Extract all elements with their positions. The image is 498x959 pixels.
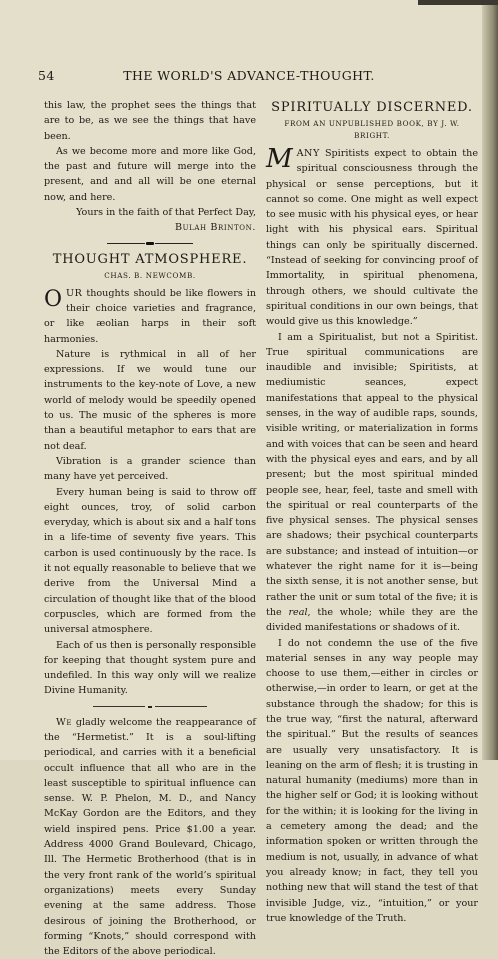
article-title: THOUGHT ATMOSPHERE.	[52, 251, 248, 267]
intro-paragraph: this law, the prophet sees the things that are to be, as we see the things that have been.	[44, 100, 256, 142]
page-number: 54	[38, 68, 55, 83]
article-paragraph: I am a Spiritualist, but not a Spiritist. True spiritual communications are inaudible and invisible; Spiritists, at mediumistic seances, expect manifestations that appeal to the physical senses, in the way of audible raps, sounds, visible writing, or materialization in forms and with voices that can be seen and heard with the physical eyes and ears, and by all present; but the most spiritual minded people see, hear, feel, taste and smell with the spiritual or real counterparts of the five physical senses. The physical senses are shadows; their psychical counterparts are substance; and instead of intuition—or whatever the right name for it is—being the sixth sense, it is not another sense, but rather the unit or sum total of the five; it is the real, the whole; while they are the divided manifestations or shadows of it.	[266, 331, 478, 634]
article-paragraph: I do not condemn the use of the five material senses in any way people may choose to use them,—either in circles or otherwise,—in order to learn, or get at the substance through the shadow; for this is the true way, “first the natural, afterward the spiritual.” But the results of seances are usually very unsatisfactory. It is leaning on the arm of flesh; it is trusting in natural humanity (mediums) more than in the higher self or God; it is looking without for the within; it is looking for the living in a cemetery among the dead; and the information spoken or written through the medium is not, usually, in advance of what you already know; in fact, they tell you nothing new that will stand the test of that invisible Judge, viz., “intuition,” or your true knowledge of the Truth.	[266, 637, 478, 924]
article-first-paragraph: MANY Spiritists expect to obtain the spiritual consciousness through the physical or sense perceptions, but it cannot so come. One might as well expect to see music with his physical eyes, or hear light with his physical ears. Spiritual things can only be spiritually discerned. “Instead of seeking for convincing proof of Immortality, in spiritual phenomena, through others, we should cultivate the spiritual conditions in our own beings, that would give us this knowledge.”	[266, 144, 478, 328]
section-divider	[44, 238, 256, 250]
article-first-paragraph: OUR thoughts should be like flowers in their choice varieties and fragrance, or like æolian harps in their soft harmonies.	[44, 286, 256, 345]
article-byline: FROM AN UNPUBLISHED BOOK, BY J. W. BRIGHT.	[284, 119, 460, 140]
article-paragraph: Each of us then is personally responsible for keeping that thought system pure and undefiled. In this way only will we realize Divine Humanity.	[44, 639, 256, 697]
article-paragraph: Every human being is said to throw off eight ounces, troy, of solid carbon everyday, which is about six and a half tons in a life-time of seventy five years. This carbon is used continuously by the race. Is it not equally reasonable to believe that we derive from the Universal Mind a circulation of thought like that of the blood corpuscles, which are formed from the universal atmosphere.	[44, 486, 256, 636]
article-paragraph: Vibration is a grander science than many have yet perceived.	[44, 455, 256, 483]
intro-paragraph: As we become more and more like God, the past and future will merge into the present, and and all will be one eternal now, and here.	[44, 145, 256, 203]
book-spine-edge	[482, 0, 498, 760]
running-title: THE WORLD'S ADVANCE-THOUGHT.	[123, 68, 375, 83]
left-column	[44, 98, 256, 959]
article-title: SPIRITUALLY DISCERNED.	[271, 100, 473, 115]
right-column	[266, 98, 478, 926]
page-top-edge	[418, 0, 498, 5]
drop-cap: M	[266, 144, 293, 174]
article-paragraph: Nature is rythmical in all of her expressions. If we would tune our instruments to the key-note of Love, a new world of melody would be speedily opened to us. The music of the spheres is more than a beautiful metaphor to ears that are not deaf.	[44, 348, 256, 452]
closing-line: Yours in the faith of that Perfect Day,	[76, 207, 256, 219]
running-header	[34, 68, 464, 88]
closing-signature: Bulah Brinton.	[174, 222, 256, 234]
drop-cap: O	[44, 286, 63, 312]
notice-paragraph: We gladly welcome the reappearance of the “Hermetist.” It is a soul-lifting periodical, and carries with it a beneficial occult influence that all who are in the least susceptible to spiritual influence can sense. W. P. Phelon, M. D., and Nancy McKay Gordon are the Editors, and they wield inspired pens. Price $1.00 a year. Address 4000 Grand Boulevard, Chicago, Ill. The Hermetic Brotherhood (that is in the very front rank of the world’s spiritual organizations) meets every Sunday evening at the same address. Those desirous of joining the Brotherhood, or forming “Knots,” should correspond with the Editors of the above periodical.	[44, 716, 256, 958]
section-divider	[44, 701, 256, 713]
article-byline: CHAS. B. NEWCOMB.	[104, 270, 196, 280]
